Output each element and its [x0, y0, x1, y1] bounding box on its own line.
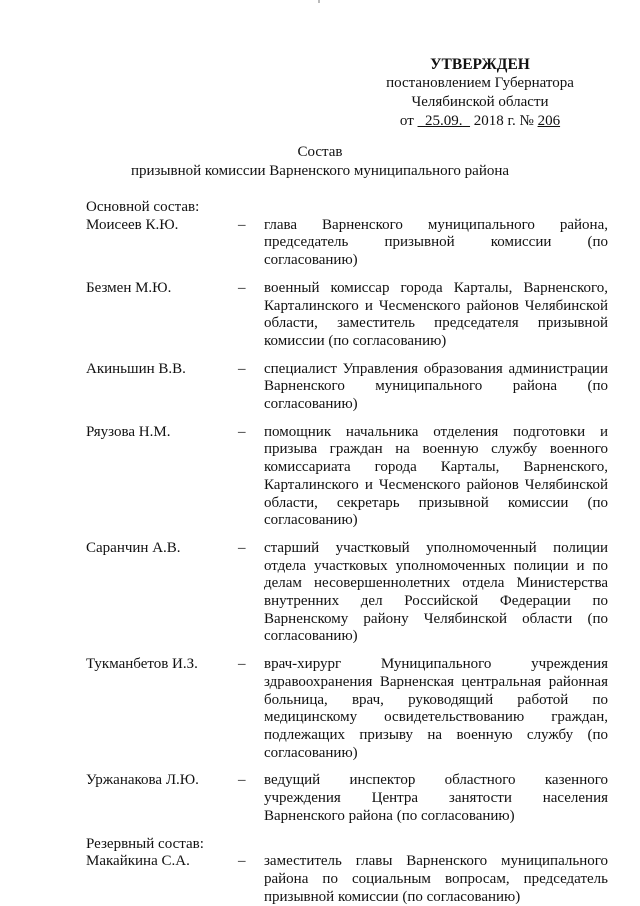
member-row — [86, 424, 608, 530]
main-members — [86, 217, 608, 826]
member-name: Макайкина С.А. — [86, 853, 190, 870]
reserve-members — [86, 853, 608, 906]
member-dash: – — [238, 656, 246, 673]
member-row — [86, 361, 608, 414]
member-role: врач-хирург Муниципального учреждения здравоохранения Варненская центральная районная больница, врач, руководящий работой по медицинскому освидетельствованию граждан, подлежащих призыву на военную службу (по согласованию) — [264, 656, 608, 761]
member-dash: – — [238, 423, 246, 440]
document-title — [0, 143, 640, 181]
member-role: заместитель главы Варненского муниципального района по социальным вопросам, председатель призывной комиссии (по согласованию) — [264, 853, 608, 905]
approval-line-2: Челябинской области — [411, 94, 549, 110]
member-dash: – — [238, 772, 246, 789]
approval-heading: УТВЕРЖДЕН — [430, 56, 530, 73]
member-name: Ряузова Н.М. — [86, 423, 171, 440]
member-row — [86, 772, 608, 825]
date-prefix: от — [399, 113, 414, 129]
member-dash: – — [238, 360, 246, 377]
decree-number: 206 — [537, 113, 561, 129]
member-name: Уржанакова Л.Ю. — [86, 772, 199, 789]
member-name: Моисеев К.Ю. — [86, 216, 179, 233]
approval-line-1: постановлением Губернатора — [386, 75, 574, 91]
member-dash: – — [238, 539, 246, 556]
member-role: помощник начальника отделения подготовки и призыва граждан на военную службу военного комиссариата города Карталы, Варненского, Карталинского и Чесменского районов Челябинской области, секретарь призывной комиссии (по согласованию) — [264, 423, 608, 529]
reserve-section-heading: Резервный состав: — [86, 835, 204, 852]
member-role: глава Варненского муниципального района, председатель призывной комиссии (по согласованию) — [264, 216, 608, 269]
member-dash: – — [238, 853, 246, 870]
member-role: ведущий инспектор областного казенного учреждения Центра занятости населения Варненского района (по согласованию) — [264, 772, 608, 824]
member-row — [86, 280, 608, 351]
member-name: Саранчин А.В. — [86, 539, 181, 556]
title-line-2: призывной комиссии Варненского муниципального района — [130, 163, 510, 179]
approval-block — [360, 55, 600, 131]
approval-date-line — [360, 112, 600, 131]
member-role: военный комиссар города Карталы, Варненского, Карталинского и Чесменского районов Челябинской области, заместитель председателя призывной комиссии (по согласованию) — [264, 279, 608, 349]
member-row — [86, 853, 608, 906]
member-row — [86, 217, 608, 270]
member-dash: – — [238, 216, 246, 233]
main-section-heading: Основной состав: — [86, 199, 200, 215]
scan-mark — [318, 0, 320, 3]
date-value: 25.09. — [425, 113, 463, 129]
member-dash: – — [238, 279, 246, 296]
member-role: специалист Управления образования администрации Варненского муниципального района (по согласованию) — [264, 360, 608, 413]
title-line-1: Состав — [297, 144, 343, 160]
member-role: старший участковый уполномоченный полиции отдела участковых уполномоченных полиции и по делам несовершеннолетних отдела Министерства внутренних дел Российской Федерации по Варненскому району Челябинской области (по согласованию) — [264, 539, 608, 645]
member-name: Акиньшин В.В. — [86, 360, 186, 377]
member-name: Тукманбетов И.З. — [86, 656, 198, 673]
member-row — [86, 656, 608, 762]
member-row — [86, 540, 608, 646]
commission-list — [86, 199, 608, 906]
member-name: Безмен М.Ю. — [86, 279, 172, 296]
year-text: 2018 г. № — [473, 113, 534, 129]
